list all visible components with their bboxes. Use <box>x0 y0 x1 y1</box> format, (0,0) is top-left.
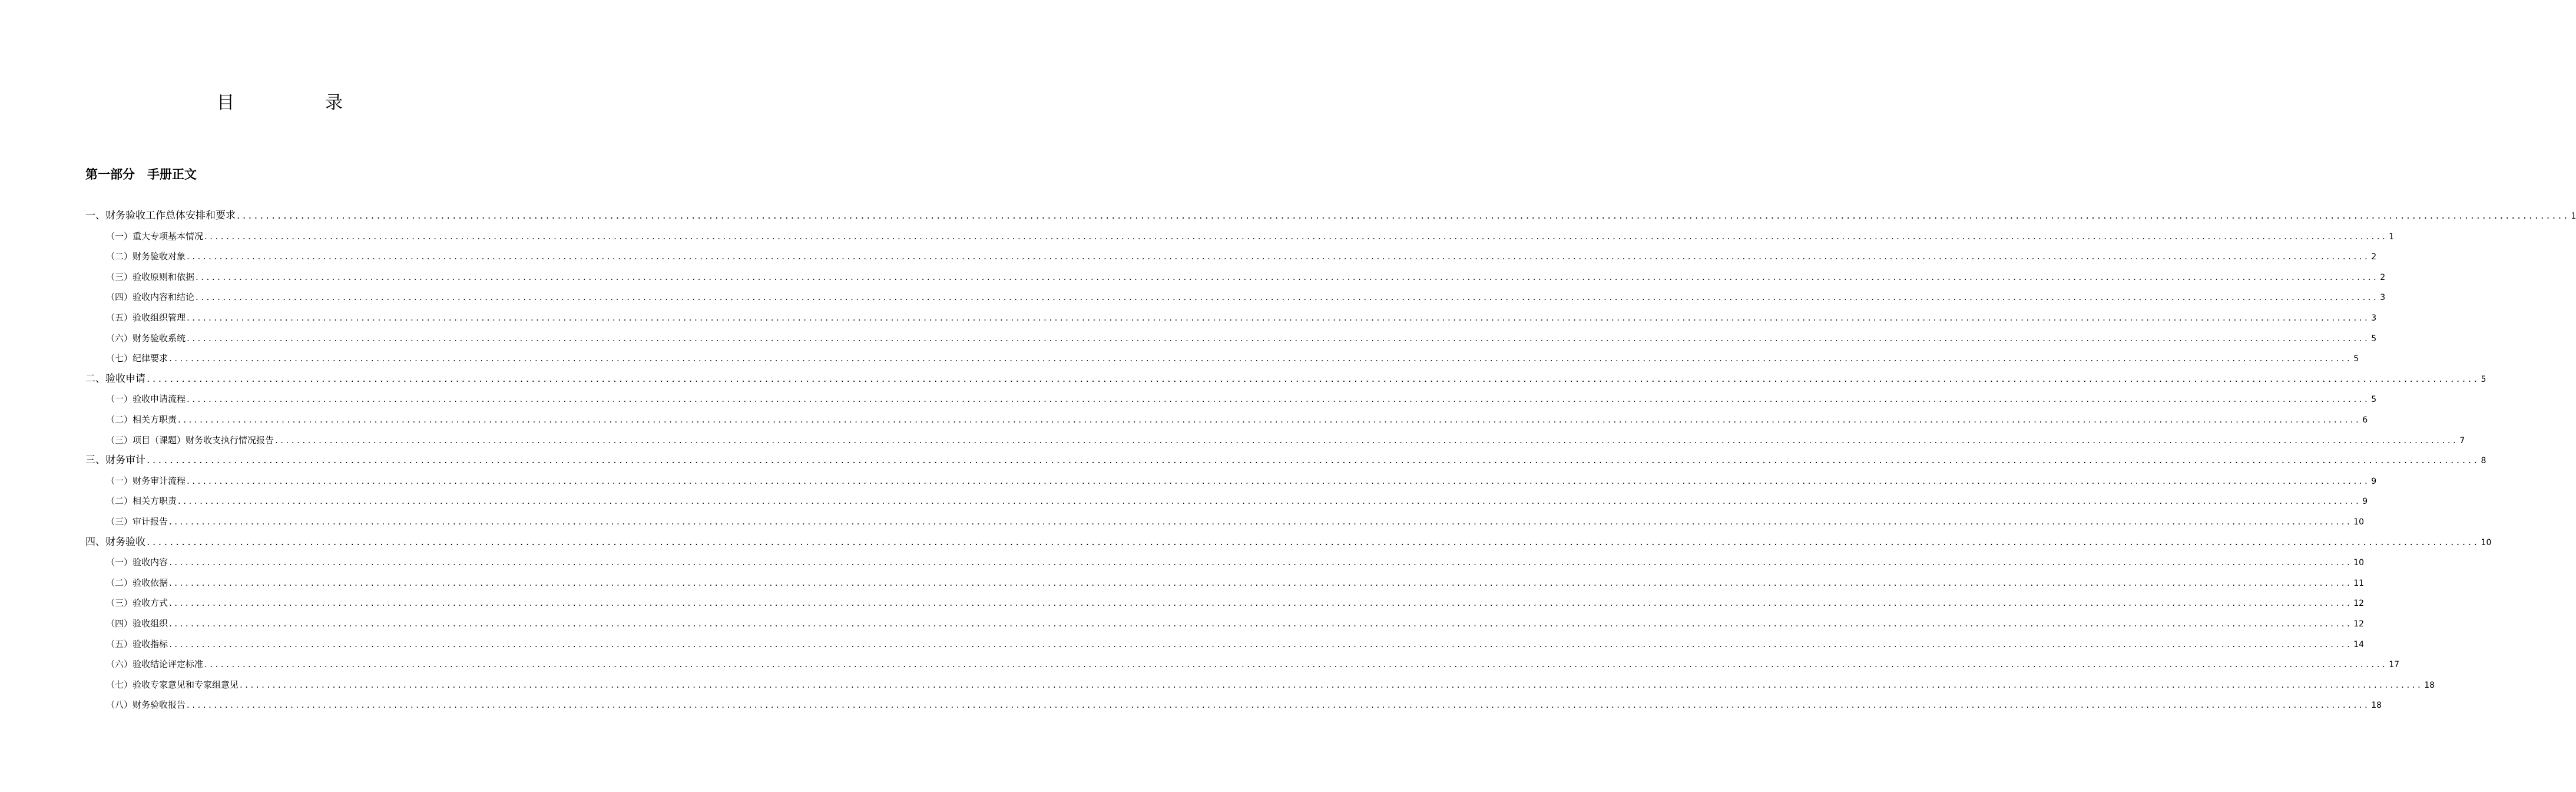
toc-entry-label: （二）验收依据 <box>106 577 168 588</box>
toc-entry-label: （一）重大专项基本情况 <box>106 230 204 242</box>
toc-entry-page-number: 1 <box>2571 212 2576 221</box>
toc-entry[interactable] <box>106 613 2365 633</box>
toc-dot-leader: ................................................................................................................................................................................................................................................................................................................................................................................................................ <box>147 372 2480 385</box>
toc-entry[interactable] <box>106 695 2382 715</box>
toc-dot-leader: ................................................................................................................................................................................................................................................................................................................................................................................................................ <box>204 230 2388 242</box>
toc-entry[interactable] <box>106 226 2395 246</box>
toc-entry-page-number: 11 <box>2353 578 2365 588</box>
toc-entry[interactable] <box>106 287 2386 307</box>
toc-entry-label: 四、财务验收 <box>85 536 145 548</box>
toc-dot-leader: ................................................................................................................................................................................................................................................................................................................................................................................................................ <box>169 638 2353 649</box>
toc-entry-page-number: 2 <box>2371 252 2377 262</box>
toc-entry[interactable] <box>85 450 2486 470</box>
toc-entry[interactable] <box>106 593 2365 613</box>
toc-entry-label: （六）验收结论评定标准 <box>106 659 204 670</box>
toc-dot-leader: ................................................................................................................................................................................................................................................................................................................................................................................................................ <box>204 659 2388 670</box>
toc-dot-leader: ................................................................................................................................................................................................................................................................................................................................................................................................................ <box>169 516 2353 527</box>
toc-dot-leader: ................................................................................................................................................................................................................................................................................................................................................................................................................ <box>169 557 2353 568</box>
toc-entry-label: （三）验收原则和依据 <box>106 271 195 282</box>
toc-dot-leader: ................................................................................................................................................................................................................................................................................................................................................................................................................ <box>169 577 2353 588</box>
toc-entry[interactable] <box>106 430 2465 450</box>
toc-entry-page-number: 9 <box>2362 497 2368 507</box>
toc-entry-label: （八）财务验收报告 <box>106 699 186 711</box>
toc-entry[interactable] <box>85 206 2576 226</box>
toc-entry[interactable] <box>106 246 2377 266</box>
toc-entry[interactable] <box>106 389 2377 409</box>
toc-entry-page-number: 12 <box>2353 599 2365 609</box>
toc-dot-leader: ................................................................................................................................................................................................................................................................................................................................................................................................................ <box>169 598 2353 609</box>
toc-entry-label: （五）验收指标 <box>106 638 168 649</box>
toc-entry-page-number: 10 <box>2353 517 2365 527</box>
toc-entry-label: （六）财务验收系统 <box>106 332 186 344</box>
toc-dot-leader: ................................................................................................................................................................................................................................................................................................................................................................................................................ <box>147 536 2480 548</box>
toc-entry-page-number: 5 <box>2353 354 2359 364</box>
page-title: 目 录 <box>217 93 379 113</box>
toc-entry-page-number: 3 <box>2371 314 2377 323</box>
toc-entry-page-number: 17 <box>2389 660 2400 670</box>
toc-dot-leader: ................................................................................................................................................................................................................................................................................................................................................................................................................ <box>178 414 2362 425</box>
toc-dot-leader: ................................................................................................................................................................................................................................................................................................................................................................................................................ <box>187 475 2370 486</box>
toc-dot-leader: ................................................................................................................................................................................................................................................................................................................................................................................................................ <box>240 679 2423 690</box>
toc-dot-leader: ................................................................................................................................................................................................................................................................................................................................................................................................................ <box>187 394 2370 405</box>
toc-entry-page-number: 9 <box>2371 476 2377 486</box>
toc-entry-label: 一、财务验收工作总体安排和要求 <box>85 210 236 222</box>
toc-dot-leader: ................................................................................................................................................................................................................................................................................................................................................................................................................ <box>178 496 2362 507</box>
toc-entry[interactable] <box>85 369 2486 389</box>
toc-entry-page-number: 5 <box>2371 334 2377 344</box>
toc-entry[interactable] <box>106 348 2359 368</box>
toc-entry-label: （四）验收内容和结论 <box>106 292 195 303</box>
toc-entry[interactable] <box>106 675 2435 695</box>
toc-entry-label: （七）纪律要求 <box>106 353 168 364</box>
toc-entry-page-number: 6 <box>2362 415 2368 425</box>
toc-dot-leader: ................................................................................................................................................................................................................................................................................................................................................................................................................ <box>169 618 2353 629</box>
toc-entry-page-number: 2 <box>2380 272 2386 282</box>
toc-entry-page-number: 5 <box>2481 374 2486 384</box>
toc-entry-page-number: 5 <box>2371 395 2377 405</box>
toc-dot-leader: ................................................................................................................................................................................................................................................................................................................................................................................................................ <box>147 454 2480 467</box>
toc-entry[interactable] <box>85 532 2492 552</box>
toc-entry[interactable] <box>106 410 2368 430</box>
toc-entry-label: 三、财务审计 <box>85 454 145 467</box>
toc-entry-label: （一）验收申请流程 <box>106 394 186 405</box>
toc-entry[interactable] <box>106 512 2365 532</box>
toc-dot-leader: ................................................................................................................................................................................................................................................................................................................................................................................................................ <box>187 251 2370 262</box>
toc-entry[interactable] <box>106 491 2368 511</box>
toc-entry-page-number: 8 <box>2481 456 2486 466</box>
toc-entry-label: 二、验收申请 <box>85 372 145 385</box>
toc-entry[interactable] <box>106 267 2386 287</box>
toc-dot-leader: ................................................................................................................................................................................................................................................................................................................................................................................................................ <box>237 210 2570 222</box>
toc-entry-page-number: 18 <box>2424 680 2435 690</box>
toc-entry-page-number: 10 <box>2481 537 2492 547</box>
toc-entry[interactable] <box>106 308 2377 328</box>
toc-dot-leader: ................................................................................................................................................................................................................................................................................................................................................................................................................ <box>187 312 2370 323</box>
toc-entry-label: （二）相关方职责 <box>106 496 177 507</box>
toc-dot-leader: ................................................................................................................................................................................................................................................................................................................................................................................................................ <box>196 271 2379 282</box>
toc-entry-label: （二）财务验收对象 <box>106 251 186 262</box>
toc-entry-page-number: 1 <box>2389 232 2395 242</box>
toc-entry[interactable] <box>106 634 2365 654</box>
toc-entry-label: （三）验收方式 <box>106 598 168 609</box>
toc-dot-leader: ................................................................................................................................................................................................................................................................................................................................................................................................................ <box>275 434 2459 446</box>
toc-entry[interactable] <box>106 573 2365 593</box>
toc-entry-label: （七）验收专家意见和专家组意见 <box>106 679 239 690</box>
toc-dot-leader: ................................................................................................................................................................................................................................................................................................................................................................................................................ <box>187 699 2370 711</box>
toc-entry[interactable] <box>106 552 2365 572</box>
toc-entry-label: （五）验收组织管理 <box>106 312 186 323</box>
toc-entry-page-number: 12 <box>2353 619 2365 629</box>
toc-entry[interactable] <box>106 654 2400 674</box>
toc-dot-leader: ................................................................................................................................................................................................................................................................................................................................................................................................................ <box>196 292 2379 303</box>
toc-entry-page-number: 7 <box>2459 435 2465 446</box>
toc-entry[interactable] <box>106 328 2377 348</box>
toc-entry-label: （三）项目（课题）财务收支执行情况报告 <box>106 434 274 446</box>
toc-entry-page-number: 3 <box>2380 293 2386 303</box>
toc-entry-page-number: 18 <box>2371 701 2382 711</box>
toc-entry-page-number: 14 <box>2353 639 2365 649</box>
toc-entry-label: （四）验收组织 <box>106 618 168 629</box>
toc-entry-label: （一）验收内容 <box>106 557 168 568</box>
part-heading: 第一部分 手册正文 <box>85 167 197 182</box>
toc-dot-leader: ................................................................................................................................................................................................................................................................................................................................................................................................................ <box>187 332 2370 344</box>
toc-dot-leader: ................................................................................................................................................................................................................................................................................................................................................................................................................ <box>169 353 2353 364</box>
toc-entry[interactable] <box>106 471 2377 491</box>
toc-entry-label: （二）相关方职责 <box>106 414 177 425</box>
toc-entry-page-number: 10 <box>2353 558 2365 568</box>
toc-entry-label: （三）审计报告 <box>106 516 168 527</box>
toc-entry-label: （一）财务审计流程 <box>106 475 186 486</box>
